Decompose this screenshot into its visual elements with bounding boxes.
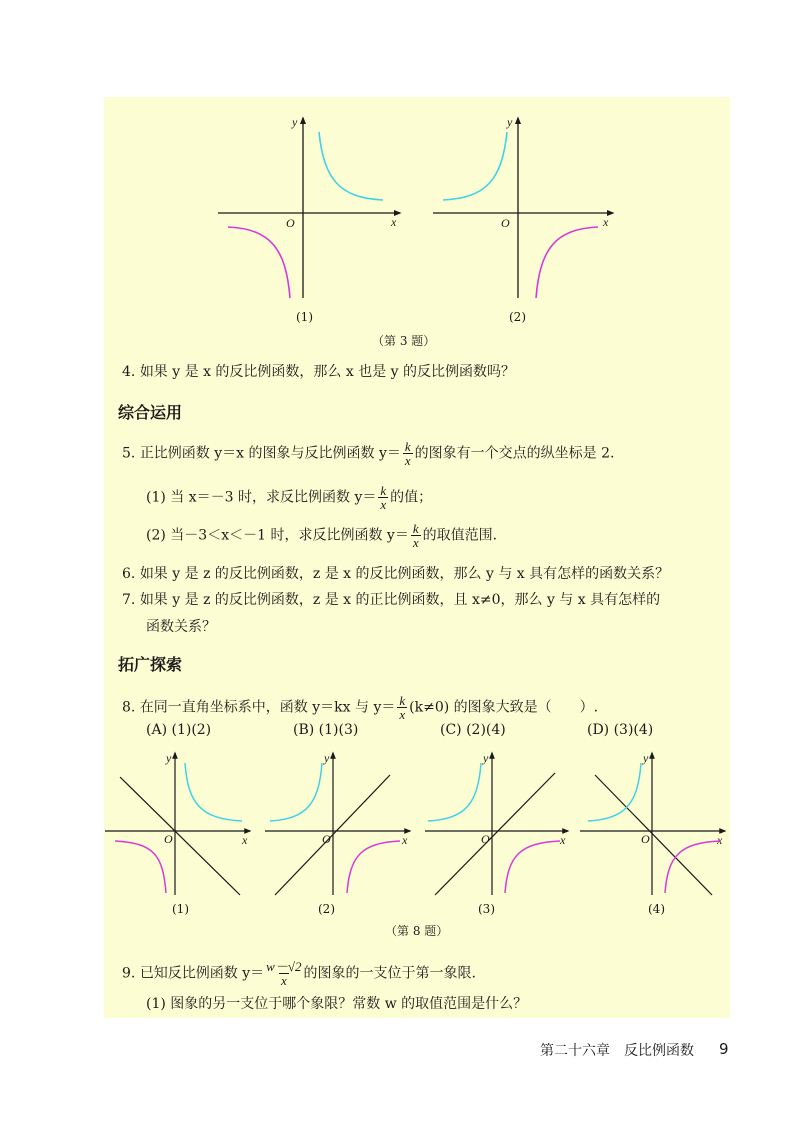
origin-label: O	[286, 216, 295, 230]
y-axis-label: y	[324, 751, 330, 765]
question-9	[122, 960, 476, 987]
fig8-sublabel-2: (2)	[318, 902, 335, 916]
branch-q2	[588, 763, 641, 821]
fraction-k-over-x: $\frac{k}{x}$	[380, 483, 387, 512]
branch-q2	[443, 132, 507, 200]
q5-number: 5.	[122, 445, 136, 462]
graph-q8-2	[265, 751, 410, 895]
page-number: 9	[719, 1040, 729, 1058]
fig8-sublabel-3: (3)	[478, 902, 495, 916]
question-7-line-2: 函数关系？	[146, 619, 216, 635]
branch-q4	[536, 227, 598, 298]
q8-option-d: (D) (3)(4)	[587, 722, 654, 738]
q8-text-b: (k≠0) 的图象大致是（ ）.	[409, 699, 599, 716]
fig8-sublabel-1: (1)	[172, 902, 189, 916]
section-title-extension: 拓广探索	[118, 655, 183, 674]
y-axis-label: y	[643, 751, 649, 765]
branch-q1	[319, 132, 383, 200]
x-axis-label: x	[242, 833, 248, 847]
question-5	[122, 440, 614, 467]
y-axis-label: y	[483, 751, 489, 765]
q5-p2-label: (2)	[146, 527, 166, 544]
graph-q8-3	[425, 751, 568, 895]
x-axis-label: x	[560, 833, 566, 847]
branch-q2	[270, 763, 322, 821]
fig3-caption: （第 3 题）	[372, 334, 436, 348]
q5-p1-text-b: 的值；	[390, 489, 433, 506]
graph-q8-1	[105, 751, 250, 895]
q7-line-1: 如果 y 是 z 的反比例函数，z 是 x 的正比例函数，且 x≠0，那么 y 与 x 具有怎样的	[139, 592, 661, 608]
question-8	[122, 694, 598, 721]
y-axis-label: y	[166, 751, 172, 765]
q5-text-a: 正比例函数 y＝x 的图象与反比例函数 y＝	[139, 445, 401, 462]
q8-option-a: (A) (1)(2)	[146, 722, 212, 738]
question-5-part-2	[146, 522, 497, 549]
q9-text-b: 的图象的一支位于第一象限.	[303, 965, 476, 982]
figure-q8	[100, 745, 730, 905]
x-axis-label: x	[717, 833, 723, 847]
q4-number: 4.	[122, 364, 136, 380]
origin-label: O	[322, 832, 331, 846]
q8-option-b: (B) (1)(3)	[293, 722, 359, 738]
branch-q4	[505, 841, 560, 893]
fraction-k-over-x: $\frac{k}{x}$	[404, 439, 411, 468]
branch-q1	[185, 763, 242, 821]
y-axis-label: y	[292, 115, 298, 129]
section-title-comprehensive: 综合运用	[118, 403, 183, 422]
line-y-kx	[120, 777, 240, 895]
q5-p2-text-a: 当－3＜x＜－1 时，求反比例函数 y＝	[170, 527, 409, 544]
q9-p1-label: (1)	[146, 996, 166, 1012]
origin-label: O	[641, 832, 650, 846]
origin-label: O	[501, 216, 510, 230]
q9-p1-text: 图象的另一支位于哪个象限？常数 w 的取值范围是什么？	[170, 996, 528, 1012]
figure-q3	[200, 110, 630, 330]
fraction-w-minus-root2-over-x: $\frac{w-√2}{x}$	[266, 959, 302, 988]
question-6	[122, 564, 669, 584]
footer-chapter: 第二十六章 反比例函数	[540, 1043, 694, 1059]
branch-q3	[228, 227, 290, 298]
origin-label: O	[481, 832, 490, 846]
q8-option-c: (C) (2)(4)	[440, 722, 506, 738]
line-y-kx	[595, 775, 712, 895]
q8-number: 8.	[122, 699, 136, 716]
fraction-k-over-x: $\frac{k}{x}$	[399, 693, 406, 722]
q7-number: 7.	[122, 592, 136, 608]
question-4	[122, 362, 515, 382]
question-7	[122, 590, 660, 610]
graph-q8-4	[580, 751, 725, 895]
graph-q3-2	[433, 115, 613, 298]
q5-p1-label: (1)	[146, 489, 166, 506]
fig8-sublabel-4: (4)	[648, 902, 665, 916]
x-axis-label: x	[603, 215, 609, 229]
fig3-sublabel-1: (1)	[296, 310, 313, 324]
line-y-kx	[435, 773, 555, 895]
x-axis-label: x	[391, 215, 397, 229]
graph-q3-1	[218, 115, 400, 298]
question-5-part-1	[146, 484, 432, 511]
fraction-k-over-x: $\frac{k}{x}$	[412, 521, 419, 550]
q5-p2-text-b: 的取值范围.	[422, 527, 498, 544]
q9-text-a: 已知反比例函数 y＝	[139, 965, 265, 982]
q8-text-a: 在同一直角坐标系中，函数 y＝kx 与 y＝	[139, 699, 396, 716]
y-axis-label: y	[507, 115, 513, 129]
q9-number: 9.	[122, 965, 136, 982]
origin-label: O	[164, 832, 173, 846]
q6-number: 6.	[122, 566, 136, 582]
question-9-part-1	[146, 994, 527, 1014]
branch-q3	[115, 841, 166, 893]
q5-text-b: 的图象有一个交点的纵坐标是 2.	[414, 445, 615, 462]
branch-q4	[665, 841, 720, 893]
fig3-sublabel-2: (2)	[509, 310, 526, 324]
branch-q2	[428, 763, 481, 821]
branch-q4	[347, 841, 400, 893]
q5-p1-text-a: 当 x＝－3 时，求反比例函数 y＝	[170, 489, 377, 506]
q4-text: 如果 y 是 x 的反比例函数，那么 x 也是 y 的反比例函数吗？	[139, 364, 516, 380]
x-axis-label: x	[402, 833, 408, 847]
q6-text: 如果 y 是 z 的反比例函数，z 是 x 的反比例函数，那么 y 与 x 具有怎样的函数关系？	[139, 566, 670, 582]
fig8-caption: （第 8 题）	[385, 924, 449, 938]
